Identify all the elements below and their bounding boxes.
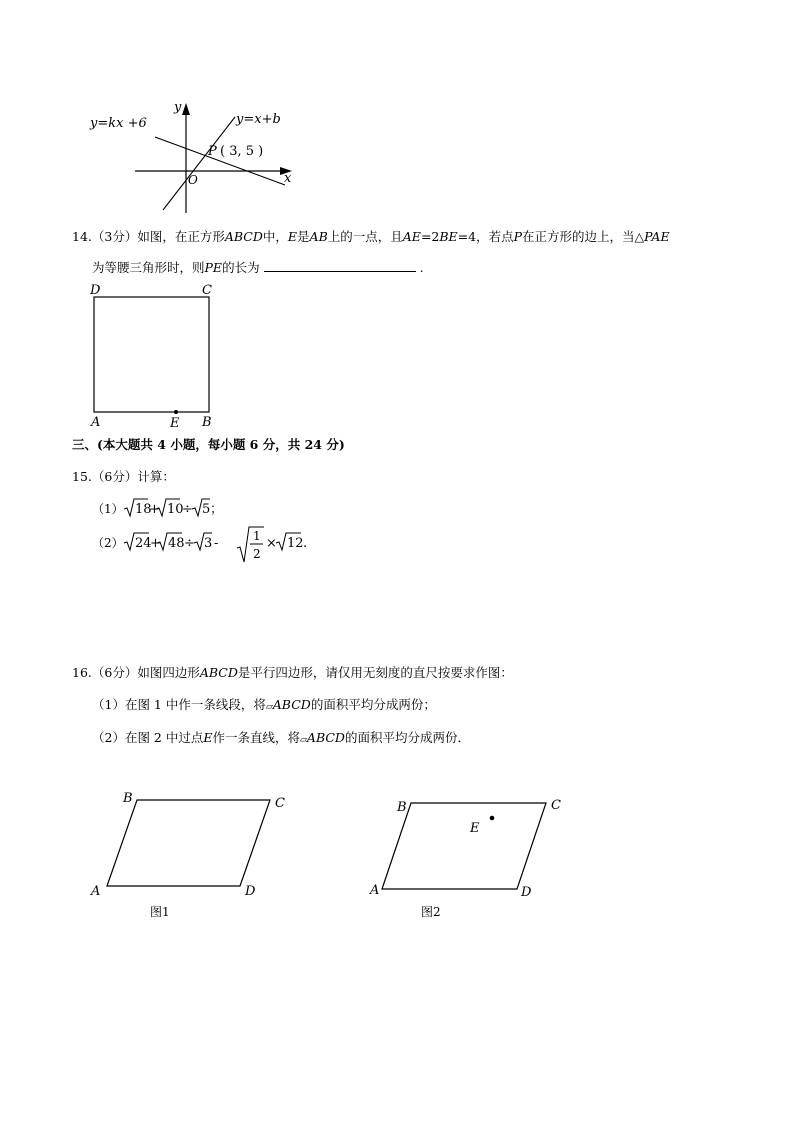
fig1-caption: 图1 xyxy=(150,905,170,919)
label-point-coords: ( 3, 5 ) xyxy=(220,144,264,159)
q16-p2-abcd: ABCD xyxy=(306,730,345,745)
q14-text: 为等腰三角形时，则 xyxy=(92,260,205,275)
q14-ae: AE xyxy=(402,229,421,244)
q14-number: 14.（3分） xyxy=(72,229,138,244)
parallelogram-abcd-1 xyxy=(107,800,270,886)
label-c: C xyxy=(202,283,212,298)
q16-p2-text: 作一条直线，将 xyxy=(212,730,300,745)
q16-figure-1 xyxy=(85,785,305,925)
q16-p2-text: 的面积平均分成两份． xyxy=(344,730,470,745)
label-d: D xyxy=(90,283,101,298)
q15-part2-expr xyxy=(92,526,352,566)
radicand: 12 xyxy=(287,536,304,551)
q15-p1-label: （1） xyxy=(92,502,124,516)
q16-text: 是平行四边形，请仅用无刻度的直尺按要求作图： xyxy=(237,665,513,680)
fig1-label-b: B xyxy=(123,791,133,806)
label-origin: O xyxy=(188,173,198,187)
q15-part1-expr xyxy=(92,496,312,520)
point-e xyxy=(174,410,178,414)
fig2-caption: 图2 xyxy=(421,905,441,919)
fig1-label-d: D xyxy=(245,884,256,899)
semicolon: ； xyxy=(210,502,224,517)
q14-abcd: ABCD xyxy=(224,229,263,244)
fraction-numerator: 1 xyxy=(253,529,261,543)
div-sign: ÷ xyxy=(182,502,193,517)
parallelogram-symbol: ▱ xyxy=(265,702,273,712)
q14-text: 上的一点，且 xyxy=(327,229,403,244)
q16-part1 xyxy=(92,696,436,716)
radicand: 24 xyxy=(135,536,152,551)
q14-ab: AB xyxy=(309,229,328,244)
fig1-label-a: A xyxy=(91,884,101,899)
fig2-label-a: A xyxy=(370,883,380,898)
q14-text: 是 xyxy=(297,229,310,244)
div-sign: ÷ xyxy=(184,536,195,551)
q16-part2 xyxy=(92,729,470,749)
q16-p2-text: （2）在图 2 中过点 xyxy=(92,730,204,745)
q16-number: 16.（6分）如图四边形 xyxy=(72,665,200,680)
radicand: 18 xyxy=(135,502,152,517)
radicand: 10 xyxy=(167,502,184,517)
q14-text: 在正方形的边上，当△ xyxy=(522,229,645,244)
label-point-p: P xyxy=(208,144,217,159)
linear-functions-graph xyxy=(80,95,310,220)
q14-line2 xyxy=(92,259,424,277)
q14-pae: PAE xyxy=(644,229,670,244)
section3-title: 三、(本大题共 4 小题，每小题 6 分，共 24 分) xyxy=(72,437,345,452)
period: . xyxy=(303,536,308,551)
radicand: 5 xyxy=(202,502,211,517)
y-axis-arrow xyxy=(182,103,190,115)
q14-text: =2 xyxy=(420,229,440,244)
q14-pe: PE xyxy=(204,260,223,275)
q14-text: =4，若点 xyxy=(457,229,514,244)
q15-p2-label: （2） xyxy=(92,536,124,550)
fig2-label-e: E xyxy=(470,821,480,836)
q15-part2 xyxy=(92,526,352,569)
q16-p1-text: 的面积平均分成两份； xyxy=(310,697,436,712)
label-e: E xyxy=(170,416,180,431)
label-x-axis: x xyxy=(284,171,292,186)
square-abcd xyxy=(94,297,209,412)
radicand: 48 xyxy=(168,536,185,551)
q14-text: 的长为 xyxy=(222,260,260,275)
q16-title xyxy=(72,664,513,682)
q14-text: 中， xyxy=(262,229,288,244)
minus-sign: - xyxy=(214,536,219,551)
label-line-xb: y=x+b xyxy=(236,112,281,127)
radicand: 3 xyxy=(204,536,213,551)
parallelogram-abcd-2 xyxy=(382,803,546,889)
q16-p2-e: E xyxy=(203,730,213,745)
q14-square-figure xyxy=(85,282,225,432)
plus-sign: + xyxy=(150,536,161,551)
plus-sign: + xyxy=(149,502,160,517)
q14-e: E xyxy=(287,229,298,244)
fig2-label-b: B xyxy=(397,800,407,815)
line-x-plus-b xyxy=(163,117,235,210)
q14-line1 xyxy=(72,228,670,246)
q14-be: BE xyxy=(439,229,458,244)
q16-figure-2 xyxy=(365,790,585,925)
fig2-label-c: C xyxy=(551,798,561,813)
point-e xyxy=(490,816,495,821)
q14-text: 如图，在正方形 xyxy=(137,229,225,244)
q16-abcd: ABCD xyxy=(199,665,238,680)
parallelogram-symbol: ▱ xyxy=(300,735,307,745)
q15-title: 15.（6分）计算： xyxy=(72,469,175,484)
q16-p1-text: （1）在图 1 中作一条线段，将 xyxy=(92,697,266,712)
label-line-kx: y=kx +6 xyxy=(90,116,147,131)
label-b: B xyxy=(202,415,212,430)
fraction-denominator: 2 xyxy=(253,547,261,561)
q14-p: P xyxy=(513,229,523,244)
fig1-label-c: C xyxy=(275,796,285,811)
label-a: A xyxy=(91,415,101,430)
times-sign: × xyxy=(266,536,277,551)
label-y-axis: y xyxy=(174,100,182,115)
q14-period: . xyxy=(419,260,424,275)
fig2-label-d: D xyxy=(521,885,532,900)
answer-blank[interactable] xyxy=(264,259,416,272)
q16-p1-abcd: ABCD xyxy=(272,697,311,712)
q15-part1 xyxy=(92,496,312,520)
